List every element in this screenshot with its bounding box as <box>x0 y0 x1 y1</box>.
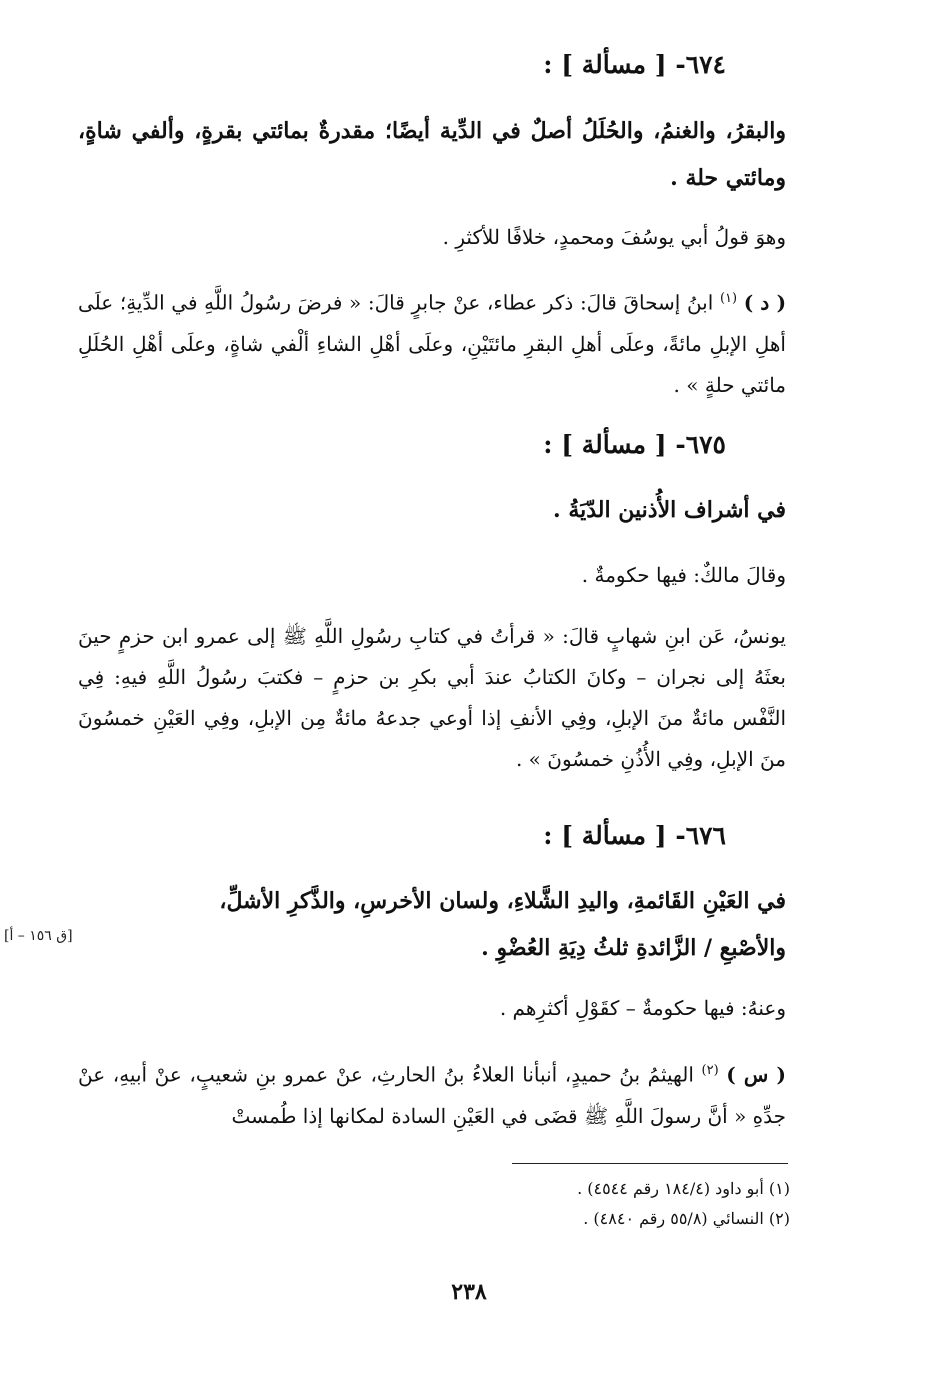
issue-heading-676 <box>226 816 726 856</box>
source-tag: ( س ) <box>726 1062 787 1087</box>
issue-number: ٦٧٥- <box>675 430 726 459</box>
footnotes <box>577 1174 790 1234</box>
page-number: ٢٣٨ <box>451 1279 487 1305</box>
issue-label: [ مسألة ] : <box>543 50 667 79</box>
footnote-2: (٢) النسائي (٥٥/٨ رقم ٤٨٤٠) . <box>583 1209 790 1228</box>
issue-number: ٦٧٤- <box>675 50 726 79</box>
scholar-opinion: وعنهُ: فيها حكومةٌ – كقَوْلِ أكثرِهم . <box>499 996 786 1020</box>
issue-statement: في العَيْنِ القَائمةِ، واليدِ الشَّلاءِ، ولسان الأخرسِ، والذَّكرِ الأشلِّ، والأصْبعِ / الزَّائدةِ ثلثُ دِيَةِ العُضْوِ . <box>219 888 786 961</box>
hadith-body: ابنُ إسحاقَ قالَ: ذكر عطاء، عنْ جابرٍ قالَ: « فرضَ رسُولُ اللَّهِ في الدِّيةِ؛ علَى أهلِ الإبلِ مائةً، وعلَى أهلِ البقرِ مائتَيْنِ، وعلَى أهْلِ الشاءِ ألْفي شاةٍ، وعلَى أهْلِ الحُلَلِ مائتي حلةٍ » . <box>78 290 786 397</box>
footnote-1: (١) أبو داود (١٨٤/٤ رقم ٤٥٤٤) . <box>577 1179 790 1198</box>
issue-number: ٦٧٦- <box>675 821 726 850</box>
hadith-text <box>78 1050 786 1137</box>
issue-label: [ مسألة ] : <box>543 821 667 850</box>
manuscript-folio-note: [ق ١٥٦ – أ] <box>4 928 73 944</box>
footnote-divider <box>512 1163 788 1164</box>
hadith-text: يونسُ، عَن ابنِ شهابٍ قالَ: « قرأتُ في كتابِ رسُولِ اللَّهِ ﷺ إلى عمرو ابن حزمٍ حينَ بعثَهُ إلى نجران – وكانَ الكتابُ عندَ أبي بكرِ بن حزمٍ – فكتبَ رسُولُ اللَّهِ فيهِ: فِي النَّفْس مائةٌ منَ الإبلِ، وفِي الأنفِ إذا أوعي جدعهُ مائةٌ مِن الإبلِ، وفِي العَيْنِ خمسُونَ منَ الإبلِ، وفِي الأُذُنِ خمسُونَ » . <box>78 624 786 771</box>
source-tag: ( د ) <box>743 290 787 315</box>
issue-statement: والبقرُ، والغنمُ، والحُلَلُ أصلٌ في الدِّية أيضًا؛ مقدرةٌ بمائتي بقرةٍ، وألفي شاةٍ، ومائتي حلة . <box>78 118 786 191</box>
hadith-body: الهيثمُ بنُ حميدٍ، أنبأنا العلاءُ بنُ الحارثِ، عنْ عمرو بنِ شعيبٍ، عنْ أبيهِ، عنْ جدِّهِ « أنَّ رسولَ اللَّهِ ﷺ قضَى في العَيْنِ السادة لمكانها إذا طُمستْ <box>78 1062 786 1128</box>
issue-heading-675 <box>226 425 726 465</box>
issue-label: [ مسألة ] : <box>543 430 667 459</box>
footnote-ref: (٢) <box>701 1063 719 1078</box>
scholar-opinion: وقالَ مالكٌ: فيها حكومةٌ . <box>581 563 786 587</box>
footnote-ref: (١) <box>719 291 738 306</box>
issue-heading-674 <box>226 45 726 85</box>
issue-statement: في أشراف الأُذنين الدّيَةُ . <box>553 497 786 523</box>
hadith-text <box>78 278 786 406</box>
scholar-opinion: وهوَ قولُ أبي يوسُفَ ومحمدٍ، خلافًا للأكثرِ . <box>442 225 786 249</box>
